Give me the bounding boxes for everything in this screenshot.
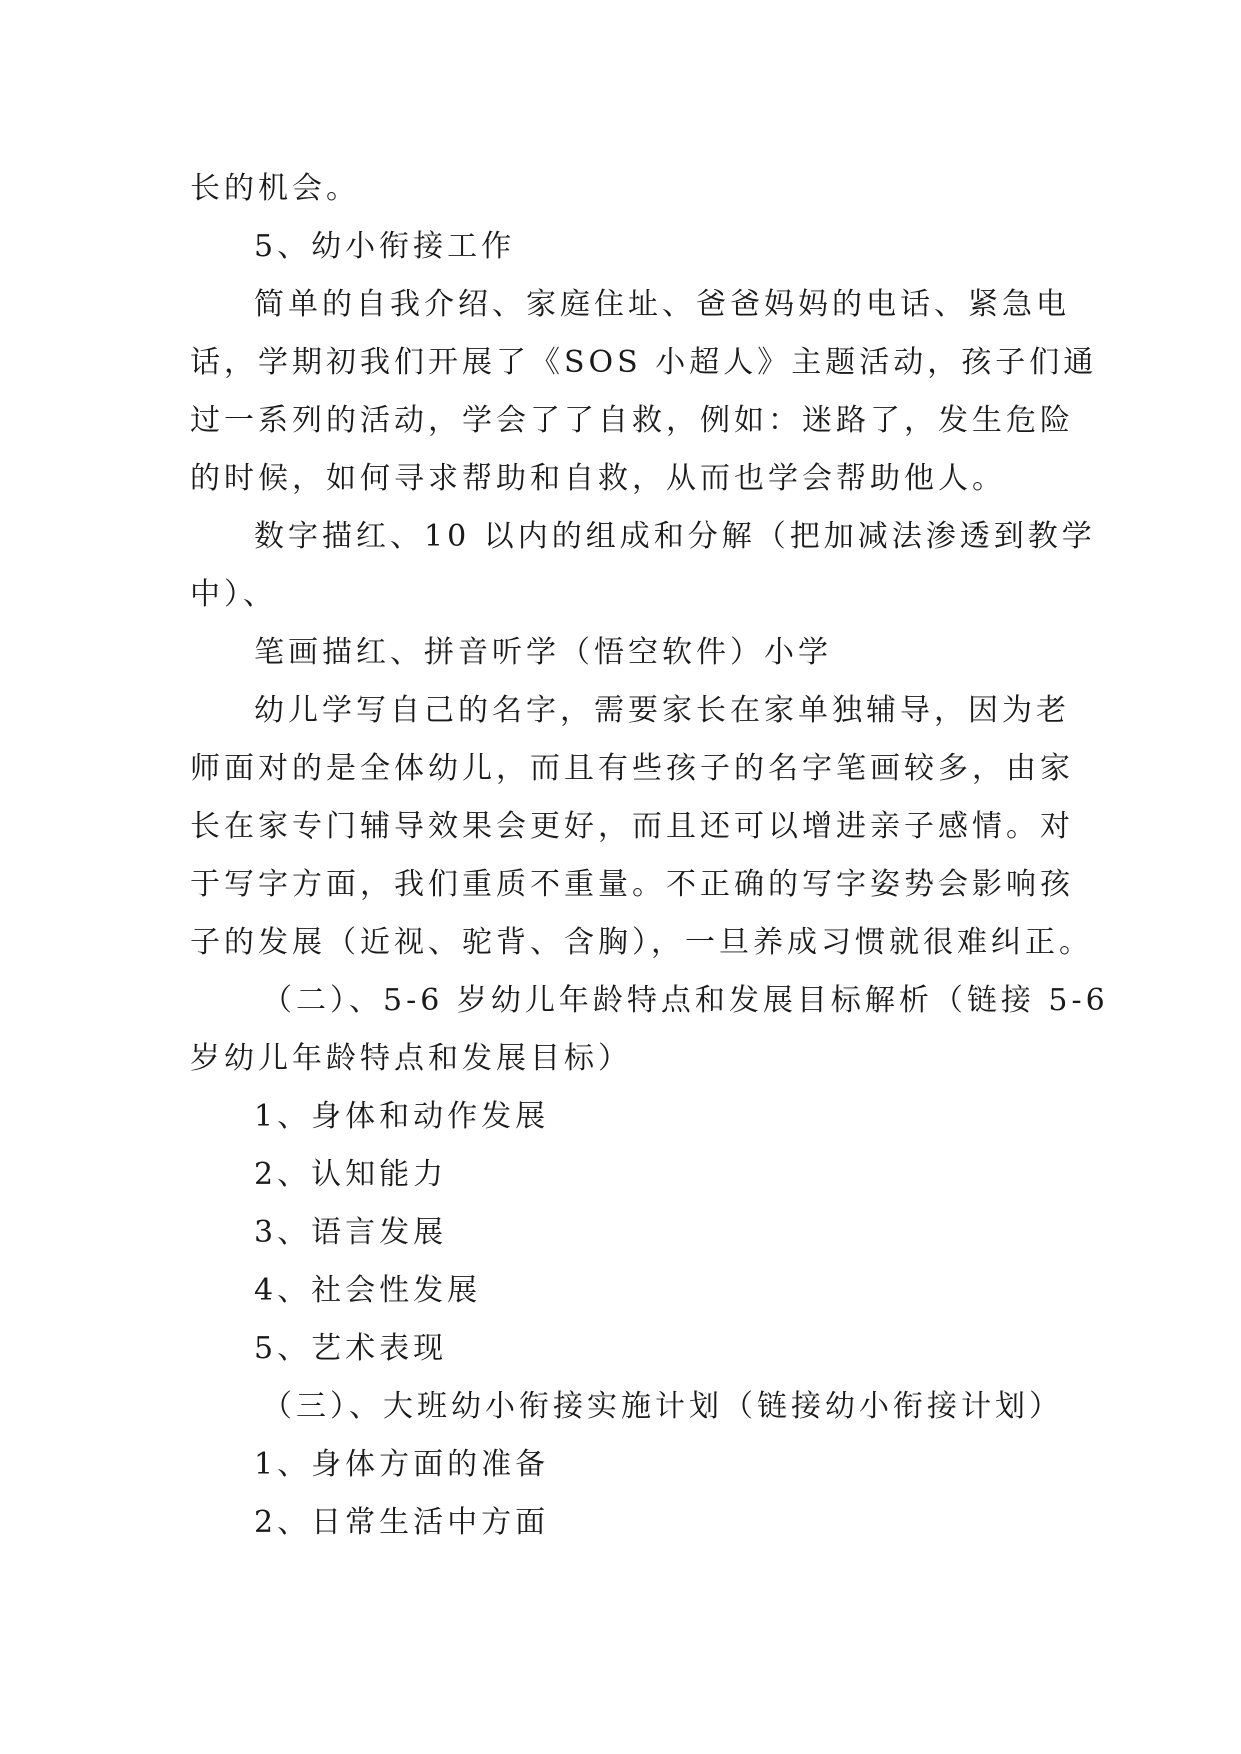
paragraph-line: 幼儿学写自己的名字，需要家长在家单独辅导，因为老 — [254, 693, 1070, 728]
paragraph-line: 于写字方面，我们重质不重量。不正确的写字姿势会影响孩 — [190, 867, 1074, 902]
list-item: 2、日常生活中方面 — [254, 1505, 550, 1540]
paragraph-line: 过一系列的活动，学会了了自救，例如：迷路了，发生危险 — [190, 403, 1074, 438]
paragraph-line: 数字描红、10 以内的组成和分解（把加减法渗透到教学 — [254, 519, 1096, 554]
text-line: 长的机会。 — [190, 171, 360, 206]
paragraph-line: 子的发展（近视、驼背、含胸），一旦养成习惯就很难纠正。 — [190, 925, 1093, 960]
section-heading: 5、幼小衔接工作 — [254, 229, 516, 264]
section-heading: 岁幼儿年龄特点和发展目标） — [190, 1041, 632, 1076]
list-item: 5、艺术表现 — [254, 1331, 448, 1366]
document-body — [190, 160, 1109, 1552]
section-heading: （三）、大班幼小衔接实施计划（链接幼小衔接计划） — [262, 1389, 1063, 1424]
paragraph-line: 简单的自我介绍、家庭住址、爸爸妈妈的电话、紧急电 — [254, 287, 1070, 322]
paragraph-line: 笔画描红、拼音听学（悟空软件）小学 — [254, 635, 832, 670]
paragraph-line: 中）、 — [190, 577, 277, 612]
section-heading: （二）、5-6 岁幼儿年龄特点和发展目标解析（链接 5-6 — [262, 983, 1109, 1018]
paragraph-line: 话，学期初我们开展了《SOS 小超人》主题活动，孩子们通 — [190, 345, 1098, 380]
paragraph-line: 的时候，如何寻求帮助和自救，从而也学会帮助他人。 — [190, 461, 1006, 496]
paragraph-line: 师面对的是全体幼儿，而且有些孩子的名字笔画较多，由家 — [190, 751, 1074, 786]
list-item: 1、身体和动作发展 — [254, 1099, 550, 1134]
list-item: 3、语言发展 — [254, 1215, 448, 1250]
list-item: 1、身体方面的准备 — [254, 1447, 550, 1482]
list-item: 2、认知能力 — [254, 1157, 448, 1192]
list-item: 4、社会性发展 — [254, 1273, 482, 1308]
paragraph-line: 长在家专门辅导效果会更好，而且还可以增进亲子感情。对 — [190, 809, 1074, 844]
